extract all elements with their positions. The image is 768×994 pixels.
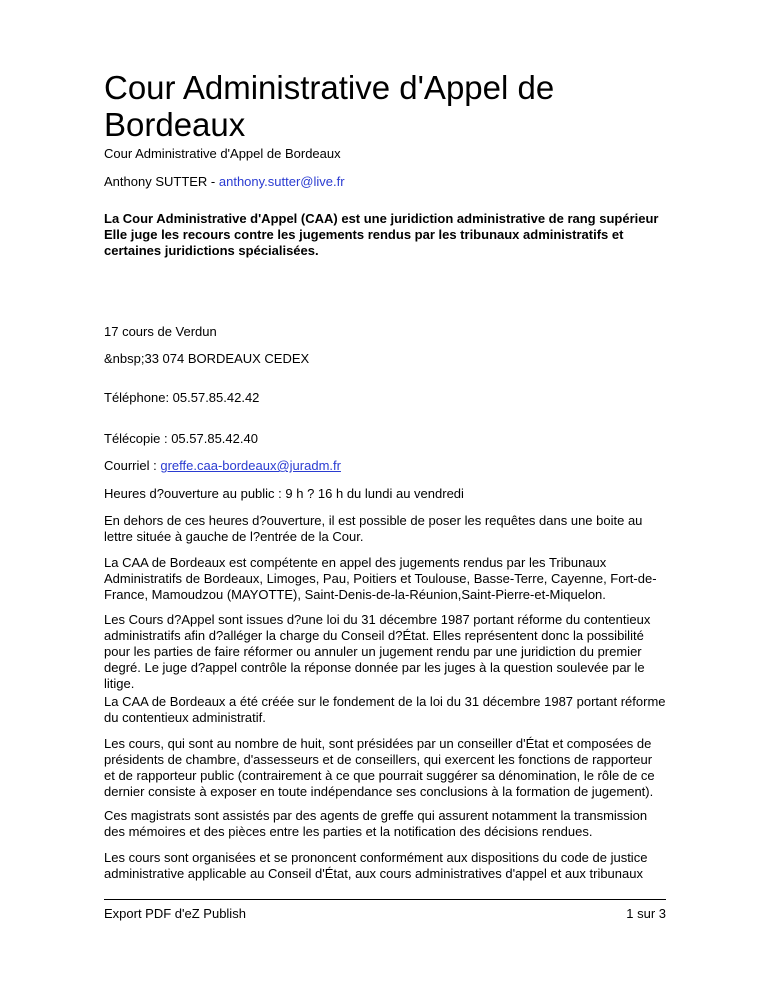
court-email-link[interactable]: greffe.caa-bordeaux@juradm.fr bbox=[160, 458, 341, 473]
page-number: 1 sur 3 bbox=[626, 906, 666, 921]
document-page bbox=[104, 0, 666, 994]
author-name: Anthony SUTTER - bbox=[104, 174, 219, 189]
paragraph-jurisdiction: La CAA de Bordeaux est compétente en appel des jugements rendus par les Tribunaux Administratifs de Bordeaux, Limoges, Pau, Poitiers et Toulouse, Basse-Terre, Cayenne, Fort-de-France, Mamoudzou (MAYOTTE), Saint-Denis-de-la-Réunion,Saint-Pierre-et-Miquelon. bbox=[104, 555, 657, 602]
fax-number: Télécopie : 05.57.85.42.40 bbox=[104, 431, 258, 446]
paragraph-creation: La CAA de Bordeaux a été créée sur le fondement de la loi du 31 décembre 1987 portant réforme du contentieux administratif. bbox=[104, 694, 666, 725]
address-line-1: 17 cours de Verdun bbox=[104, 324, 217, 339]
footer-divider bbox=[104, 899, 666, 900]
paragraph-mailbox: En dehors de ces heures d?ouverture, il est possible de poser les requêtes dans une boite au lettre située à gauche de l?entrée de la Cour. bbox=[104, 513, 643, 544]
paragraph-organisation: Les cours sont organisées et se prononcent conformément aux dispositions du code de justice administrative applicable au Conseil d'État, aux cours administratives d'appel et aux tribunaux bbox=[104, 850, 648, 881]
email-line bbox=[104, 458, 666, 474]
subtitle: Cour Administrative d'Appel de Bordeaux bbox=[104, 146, 341, 161]
author-line bbox=[104, 174, 666, 190]
email-label: Courriel : bbox=[104, 458, 161, 473]
paragraph-composition: Les cours, qui sont au nombre de huit, sont présidées par un conseiller d'État et composées de présidents de chambre, d'assesseurs et de conseillers, qui exercent les fonctions de rapporteur et de rapporteur public (contrairement à ce que pourrait suggérer sa dénomination, le rôle de ce dernier consiste à exposer en toute indépendance ses conclusions à la formation de jugement). bbox=[104, 736, 655, 799]
address-line-2: &nbsp;33 074 BORDEAUX CEDEX bbox=[104, 351, 310, 366]
author-email-link[interactable]: anthony.sutter@live.fr bbox=[218, 174, 345, 189]
footer-source: Export PDF d'eZ Publish bbox=[104, 906, 246, 921]
paragraph-history: Les Cours d?Appel sont issues d?une loi du 31 décembre 1987 portant réforme du contentieux administratifs afin d?alléger la charge du Conseil d?État. Elles représentent donc la possibilité pour les parties de faire réformer ou annuler un jugement rendu par une juridiction du premier degré. Le juge d?appel contrôle la réponse donnée par les juges à la question soulevée par le litige. bbox=[104, 612, 651, 691]
opening-hours: Heures d?ouverture au public : 9 h ? 16 h du lundi au vendredi bbox=[104, 486, 464, 501]
phone-number: Téléphone: 05.57.85.42.42 bbox=[104, 390, 260, 405]
intro-paragraph: La Cour Administrative d'Appel (CAA) est une juridiction administrative de rang supérieur Elle juge les recours contre les jugements rendus par les tribunaux administratifs et certaines juridictions spécialisées. bbox=[104, 211, 659, 258]
page-title: Cour Administrative d'Appel de Bordeaux bbox=[104, 69, 555, 143]
paragraph-greffe: Ces magistrats sont assistés par des agents de greffe qui assurent notamment la transmission des mémoires et des pièces entre les parties et la notification des décisions rendues. bbox=[104, 808, 648, 839]
